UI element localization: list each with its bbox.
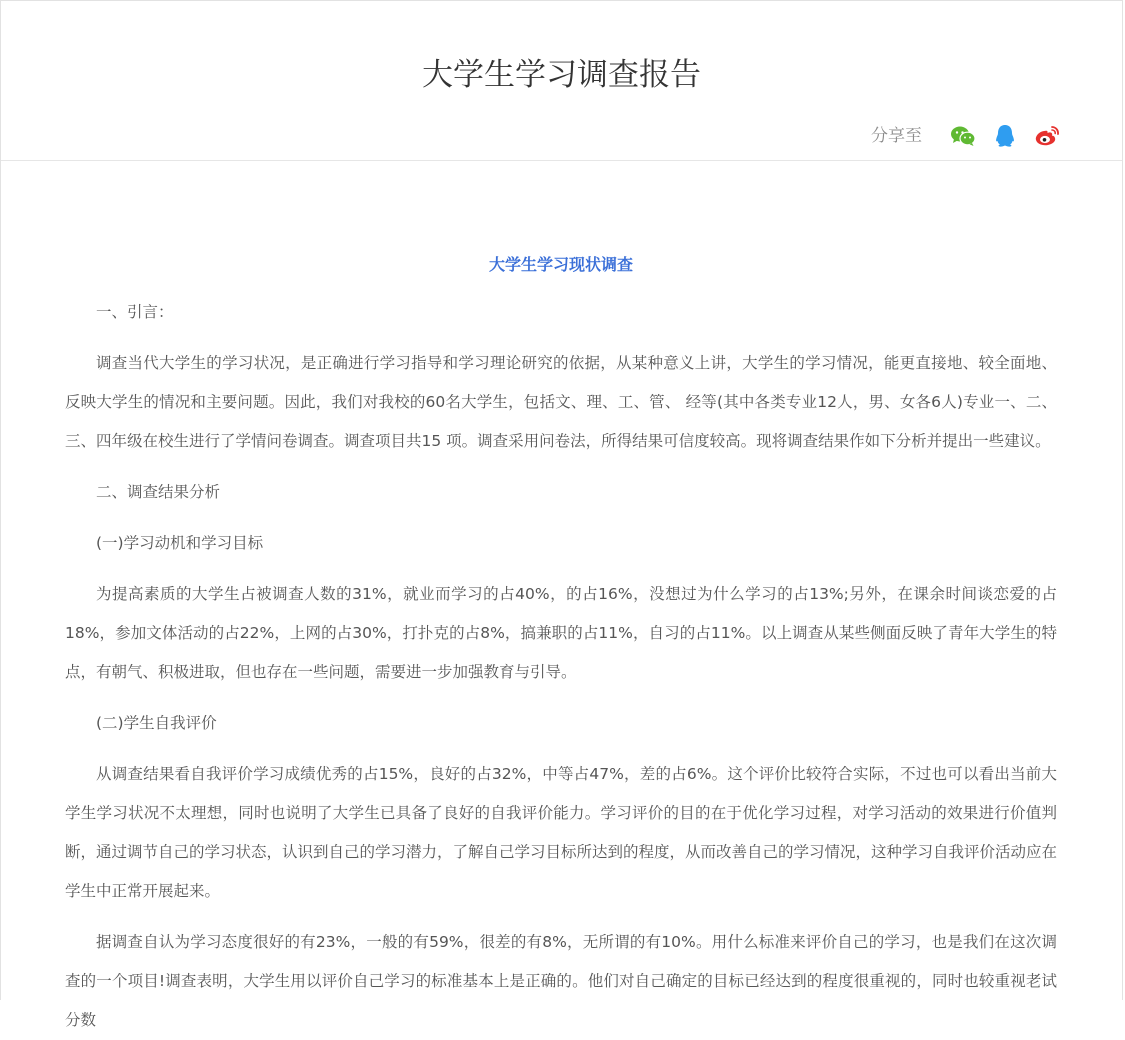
paragraph: 据调查自认为学习态度很好的有23%，一般的有59%，很差的有8%，无所谓的有10%。用什么标准来评价自己的学习，也是我们在这次调查的一个项目!调查表明，大学生用以评价自己学习的标准基本上是正确的。他们对自己确定的目标已经达到的程度很重视的，同时也较重视老试分数 bbox=[65, 933, 1057, 1029]
page-title: 大学生学习调查报告 bbox=[422, 57, 701, 93]
paragraph: (二)学生自我评价 bbox=[96, 714, 217, 732]
article-body bbox=[65, 161, 1057, 1040]
share-label: 分享至 bbox=[871, 126, 922, 146]
paragraph: 调查当代大学生的学习状况，是正确进行学习指导和学习理论研究的依据，从某种意义上讲，大学生的学习情况，能更直接地、较全面地、 反映大学生的情况和主要问题。因此，我们对我校的60名大学生，包括文、理、工、管、 经等(其中各类专业12人，男、女各6人)专业一、二、三、四年级在校生进行了学情问卷调查。调查项目共15 项。调查采用问卷法，所得结果可信度较高。现将调查结果作如下分析并提出一些建议。 bbox=[65, 354, 1057, 450]
article-header bbox=[1, 1, 1122, 161]
paragraph: 一、引言： bbox=[96, 303, 174, 321]
weibo-icon[interactable] bbox=[1034, 123, 1060, 149]
share-bar bbox=[871, 123, 1060, 149]
paragraph: 从调查结果看自我评价学习成绩优秀的占15%，良好的占32%，中等占47%，差的占6%。这个评价比较符合实际，不过也可以看出当前大学生学习状况不太理想，同时也说明了大学生已具备了良好的自我评价能力。学习评价的目的在于优化学习过程，对学习活动的效果进行价值判断，通过调节自己的学习状态，认识到自己的学习潜力，了解自己学习目标所达到的程度，从而改善自己的学习情况，这种学习自我评价活动应在学生中正常开展起来。 bbox=[65, 765, 1058, 900]
paragraph: 为提高素质的大学生占被调查人数的31%，就业而学习的占40%，的占16%，没想过为什么学习的占13%;另外，在课余时间谈恋爱的占18%，参加文体活动的占22%，上网的占30%，打扑克的占8%，搞兼职的占11%，自习的占11%。以上调查从某些侧面反映了青年大学生的特点，有朝气、积极进取，但也存在一些问题，需要进一步加强教育与引导。 bbox=[65, 585, 1057, 681]
paragraph: 二、调查结果分析 bbox=[96, 483, 221, 501]
paragraph: (一)学习动机和学习目标 bbox=[96, 534, 264, 552]
qq-icon[interactable] bbox=[992, 123, 1018, 149]
wechat-icon[interactable] bbox=[950, 123, 976, 149]
article-subtitle: 大学生学习现状调查 bbox=[488, 255, 633, 274]
